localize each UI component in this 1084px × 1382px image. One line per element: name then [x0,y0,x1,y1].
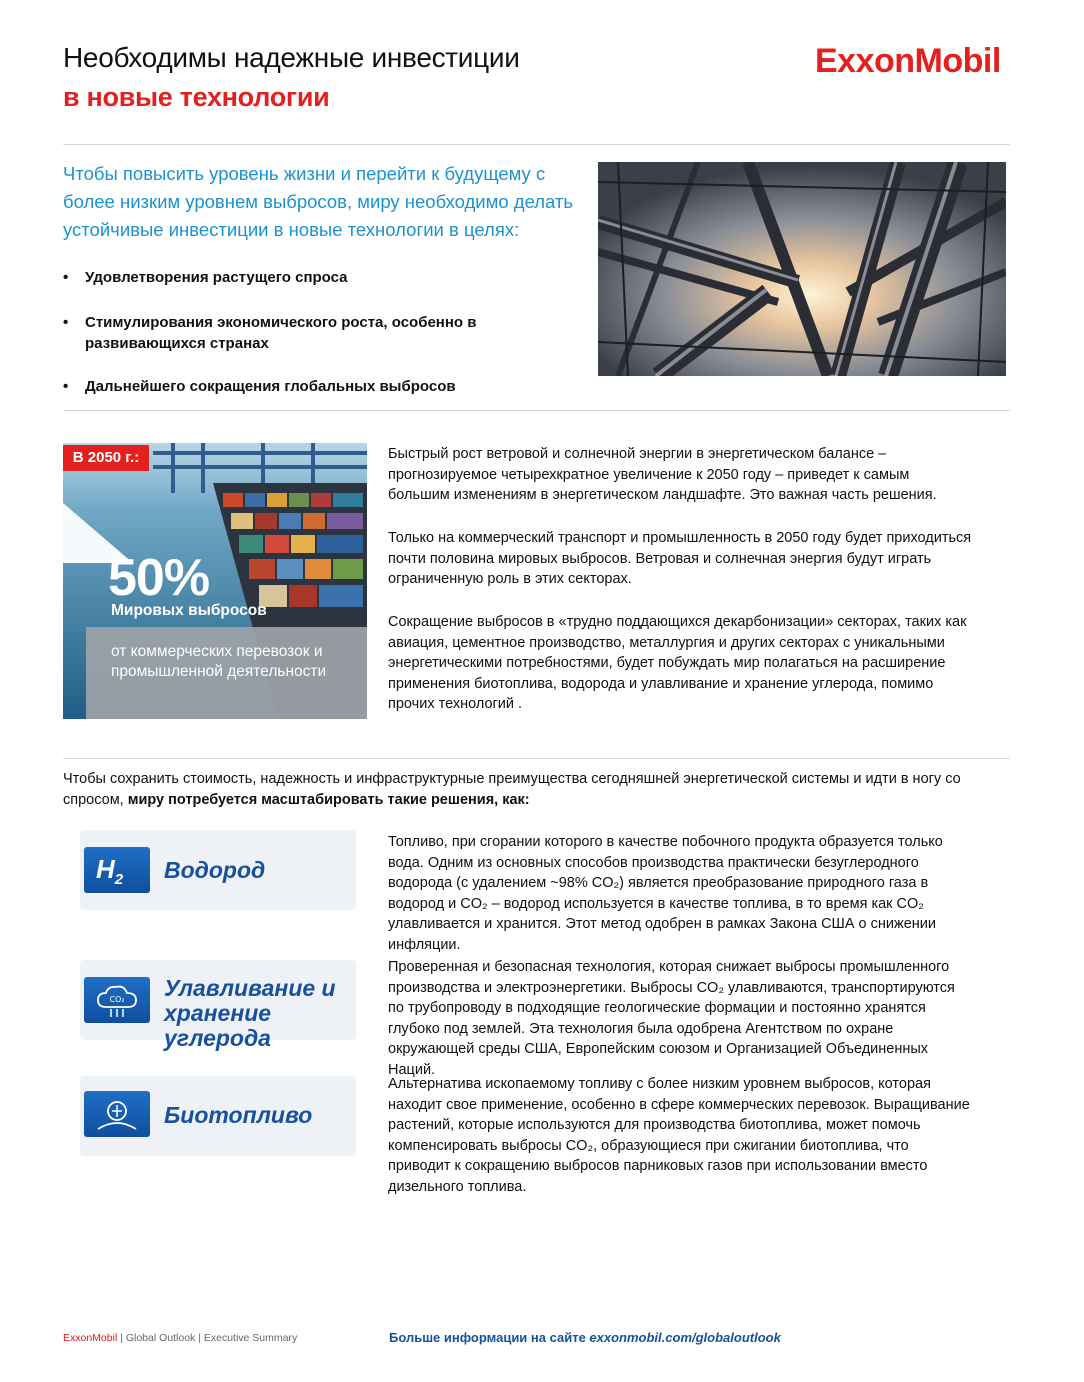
footer-brand: ExxonMobil | Global Outlook | Executive Summary [63,1332,298,1344]
lead-bold: миру потребуется масштабировать такие решения, как: [127,792,530,808]
tile-label: Биотопливо [164,1102,313,1128]
exxonmobil-logo: ExxonMobil [815,42,1001,80]
hydrogen-icon: $H_2$ [84,847,150,893]
stat-value: 50% [108,549,210,607]
bullet-item: • Удовлетворения растущего спроса [63,267,563,288]
bullet-item: • Стимулирования экономического роста, особенно в развивающихся странах [63,312,503,354]
stat-detail-text: от коммерческих перевозок и промышленной деятельности [111,643,327,680]
paragraph-biofuel: Альтернатива ископаемому топливу с более низким уровнем выбросов, которая находит свое применение, особенно в сфере коммерческих перевозок. Выращивание растений, которые используются для производства биотоплива, может помочь компенсировать выбросы CO₂, образующиеся при сжигании биотоплива, что приводит к сокращению выбросов парниковых газов при использовании вместо дизельного топлива. [388,1076,970,1195]
stat-label: Мировых выбросов [111,602,267,619]
page-title-line2: в новые технологии [63,82,330,112]
year-badge: В 2050 г.: [63,445,149,471]
industrial-pipes-photo [598,162,1006,376]
co2-cloud-icon [84,977,150,1023]
biofuel-icon [84,1091,150,1137]
header-divider [63,144,1010,145]
footer-more-info: Больше информации на сайте exxonmobil.com/globaloutlook [389,1330,781,1345]
section-divider [63,758,1010,759]
bullet-item: • Дальнейшего сокращения глобальных выбросов [63,376,563,397]
paragraph-ccs: Проверенная и безопасная технология, которая снижает выбросы промышленного производства и электроэнергетики. Выбросы CO₂ улавливаются, транспортируются по трубопроводу в подходящие геологические формации и постоянно хранятся глубоко под землей. Эта технология была одобрена Агентством по охране окружающей среды США, Европейским союзом и Организацией Объединенных Наций. [388,959,955,1078]
paragraph-hydrogen: Топливо, при сгорании которого в качестве побочного продукта образуется только вода. Одним из основных способов производства практически безуглеродного водорода (с удалением ~98% CO₂) является преобразование природного газа в водород и CO₂ – водород используется в качестве топлива, в то время как CO₂ улавливается и хранится. Этот метод одобрен в рамках Закона США о снижении инфляции. [388,834,943,953]
tile-biofuel [80,1076,356,1156]
tile-label: Водород [164,857,266,883]
solutions-lead [63,769,1003,811]
intro-text: Чтобы повысить уровень жизни и перейти к будущему с более низким уровнем выбросов, миру необходимо делать устойчивые инвестиции в новые технологии в целях: [63,163,574,240]
tile-label: Улавливание и хранение углерода [164,975,336,1051]
footer-link[interactable]: exxonmobil.com/globaloutlook [589,1330,781,1345]
paragraph-hard-to-abate: Сокращение выбросов в «трудно поддающихся декарбонизации» секторах, таких как авиация, цементное производство, металлургия и других секторах с уникальными энергетическими потребностями, будет побуждать мир полагаться на расширение применения биотоплива, водорода и улавливание и хранение углерода, помимо прочих технологий . [388,614,967,712]
paragraph-transport: Только на коммерческий транспорт и промышленность в 2050 году будет приходиться почти половина мировых выбросов. Ветровая и солнечная энергия будут играть ограниченную роль в этих секторах. [388,530,972,587]
svg-text:CO₂: CO₂ [109,995,125,1004]
page-title-line1: Необходимы надежные инвестиции [63,42,520,73]
tile-hydrogen [80,830,356,910]
lead-plain: Чтобы сохранить стоимость, надежность и инфраструктурные преимущества сегодняшней энергетической системы и идти в ногу со спросом, [63,771,961,808]
section-divider [63,410,1010,411]
paragraph-wind-solar: Быстрый рост ветровой и солнечной энергии в энергетическом балансе – прогнозируемое четырехкратное увеличение к 2050 году – приведет к самым большим изменениям в энергетическом ландшафте. Это важная часть решения. [388,446,937,503]
tile-ccs [80,960,356,1051]
